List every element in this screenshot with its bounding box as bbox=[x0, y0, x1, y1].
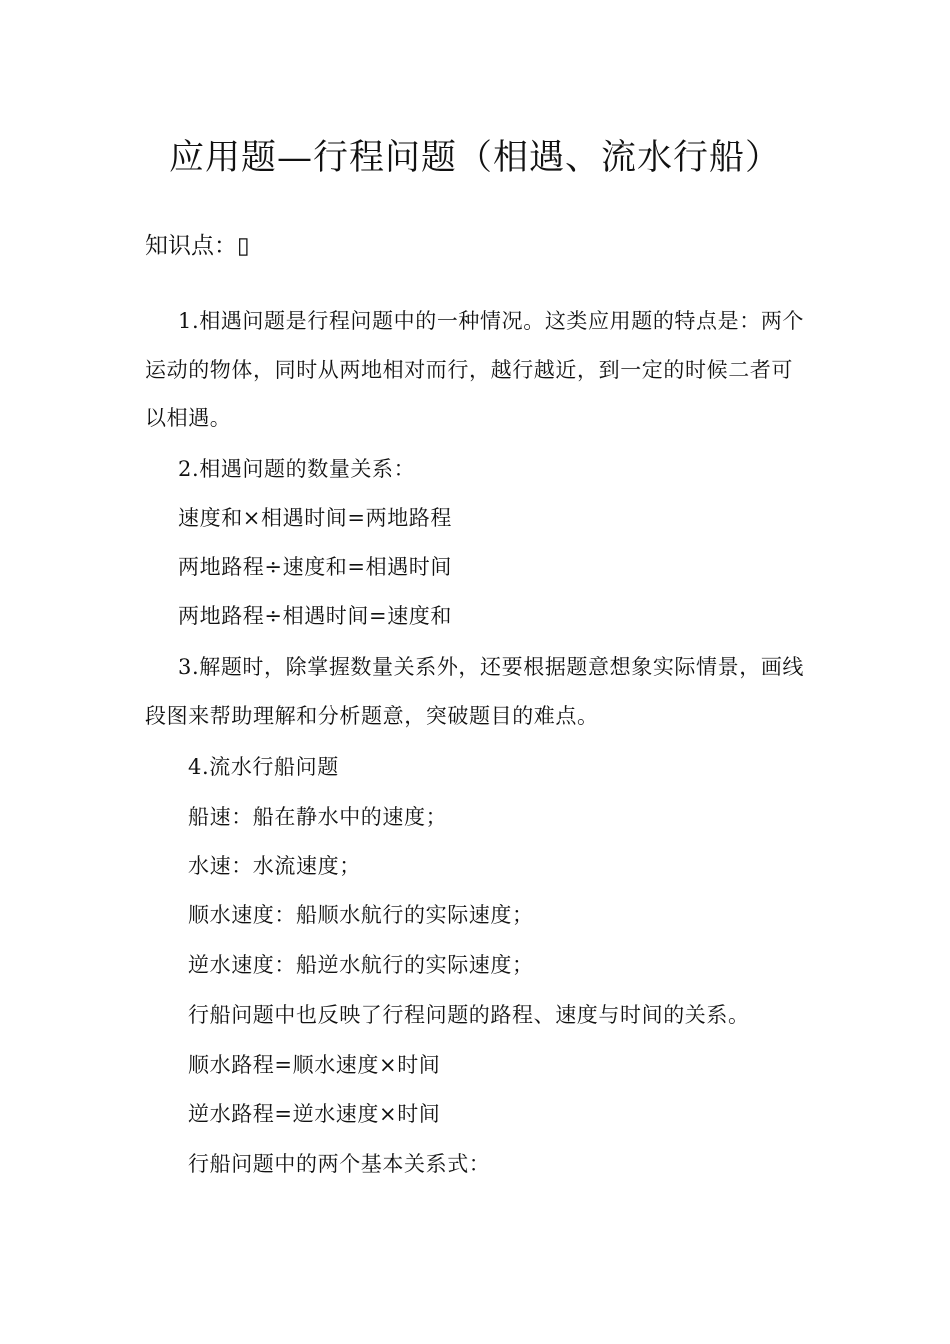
formula-downstream-distance: 顺水路程=顺水速度×时间 bbox=[188, 1053, 441, 1077]
boat-relation-note: 行船问题中也反映了行程问题的路程、速度与时间的关系。 bbox=[188, 1003, 750, 1027]
formula-upstream-distance: 逆水路程=逆水速度×时间 bbox=[188, 1102, 441, 1126]
definition-upstream-speed: 逆水速度：船逆水航行的实际速度； bbox=[188, 953, 534, 977]
paragraph-meeting-definition: 1.相遇问题是行程问题中的一种情况。这类应用题的特点是：两个运动的物体，同时从两地相对而行，越行越近，到一定的时候二者可以相遇。 bbox=[145, 309, 805, 430]
definition-water-speed: 水速：水流速度； bbox=[188, 854, 361, 878]
basic-relations-heading: 行船问题中的两个基本关系式： bbox=[188, 1152, 491, 1176]
page-title: 应用题—行程问题（相遇、流水行船） bbox=[168, 138, 781, 178]
formula-speed-sum-times-time: 速度和×相遇时间=两地路程 bbox=[178, 506, 452, 530]
missing-glyph-icon: ▯ bbox=[237, 233, 250, 259]
heading-boat-problems: 4.流水行船问题 bbox=[188, 755, 339, 779]
knowledge-label: 知识点： bbox=[145, 233, 237, 259]
definition-boat-speed: 船速：船在静水中的速度； bbox=[188, 805, 448, 829]
formula-distance-div-speed: 两地路程÷速度和=相遇时间 bbox=[178, 555, 452, 579]
formula-distance-div-time: 两地路程÷相遇时间=速度和 bbox=[178, 604, 452, 628]
definition-downstream-speed: 顺水速度：船顺水航行的实际速度； bbox=[188, 903, 534, 927]
paragraph-meeting-relations: 2.相遇问题的数量关系： bbox=[178, 457, 416, 481]
paragraph-solving-tips: 3.解题时，除掌握数量关系外，还要根据题意想象实际情景，画线段图来帮助理解和分析题意，突破题目的难点。 bbox=[145, 655, 805, 728]
knowledge-heading bbox=[145, 226, 250, 266]
